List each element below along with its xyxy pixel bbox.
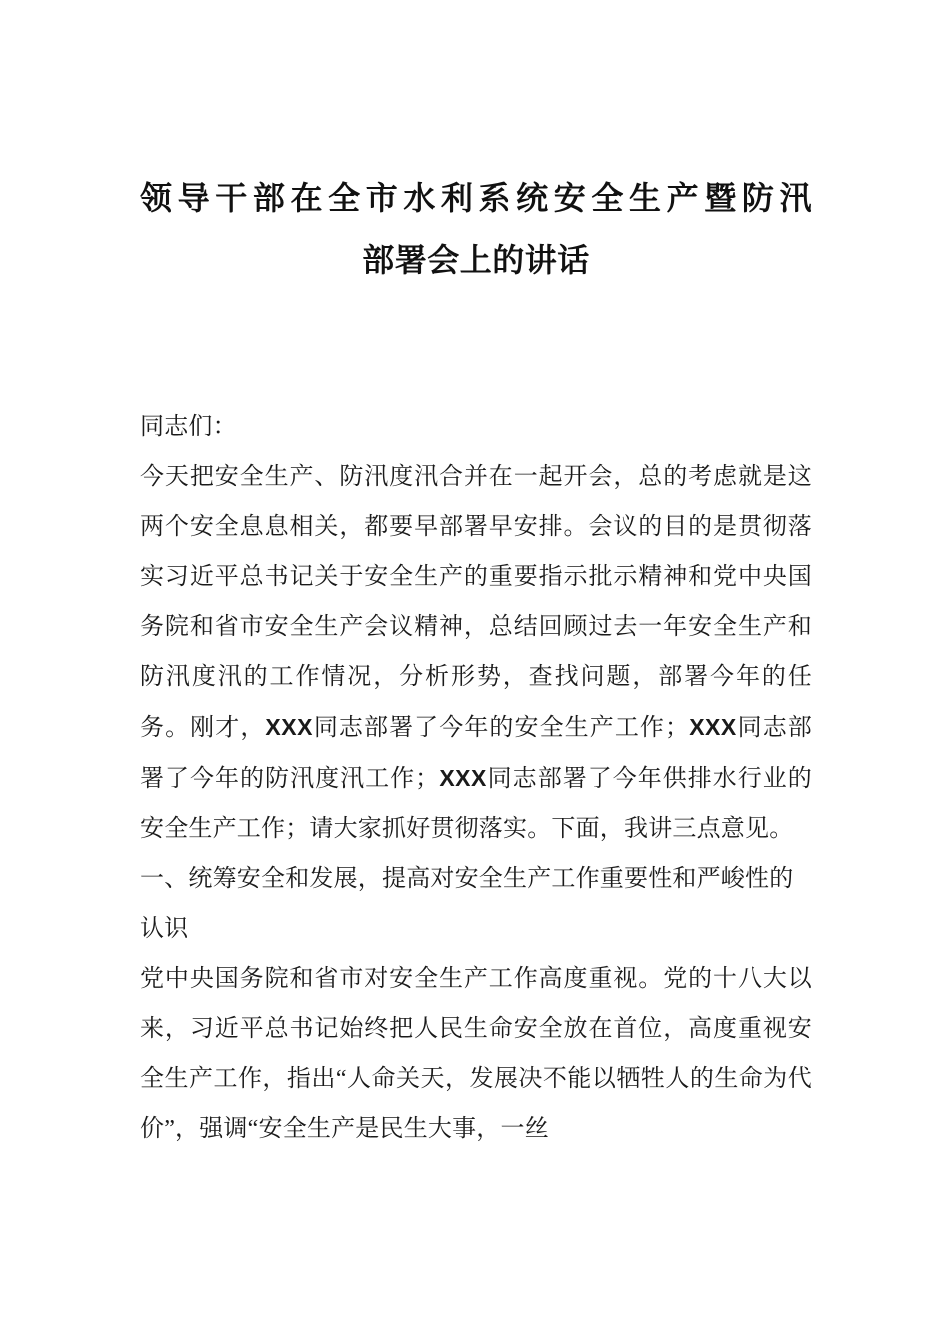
- opening-paragraph: [140, 452, 812, 854]
- name-placeholder-1: XXX: [265, 714, 313, 740]
- page-title-line-1: 领导干部在全市水利系统安全生产暨防汛: [140, 180, 812, 217]
- section-heading-1: 一、统筹安全和发展，提高对安全生产工作重要性和严峻性的认识: [140, 866, 794, 942]
- document-body: [140, 402, 812, 1154]
- opening-text-after: 同志部署了今年供排水行业的安全生产工作；请大家抓好贯彻落实。下面，我讲三点意见。: [140, 766, 812, 842]
- opening-text-mid-2: 同志部署了今年的防汛度汛工作；: [140, 715, 813, 792]
- page-title-line-2: 部署会上的讲话: [362, 242, 590, 279]
- name-placeholder-3: XXX: [439, 765, 487, 791]
- opening-text-mid-1: 同志部署了今年的安全生产工作；: [312, 715, 690, 741]
- page-title: [140, 167, 812, 291]
- name-placeholder-2: XXX: [689, 714, 737, 740]
- section-1-body-paragraph: 党中央国务院和省市对安全生产工作高度重视。党的十八大以来，习近平总书记始终把人民生命安全放在首位，高度重视安全生产工作，指出“人命关天，发展决不能以牺牲人的生命为代价”，强调“安全生产是民生大事，一丝: [140, 966, 812, 1142]
- salutation-paragraph: 同志们：: [140, 414, 237, 440]
- opening-text-before-placeholder: 今天把安全生产、防汛度汛合并在一起开会，总的考虑就是这两个安全息息相关，都要早部署早安排。会议的目的是贯彻落实习近平总书记关于安全生产的重要指示批示精神和党中央国务院和省市安全生产会议精神，总结回顾过去一年安全生产和防汛度汛的工作情况，分析形势，查找问题，部署今年的任务。刚才，: [140, 464, 812, 741]
